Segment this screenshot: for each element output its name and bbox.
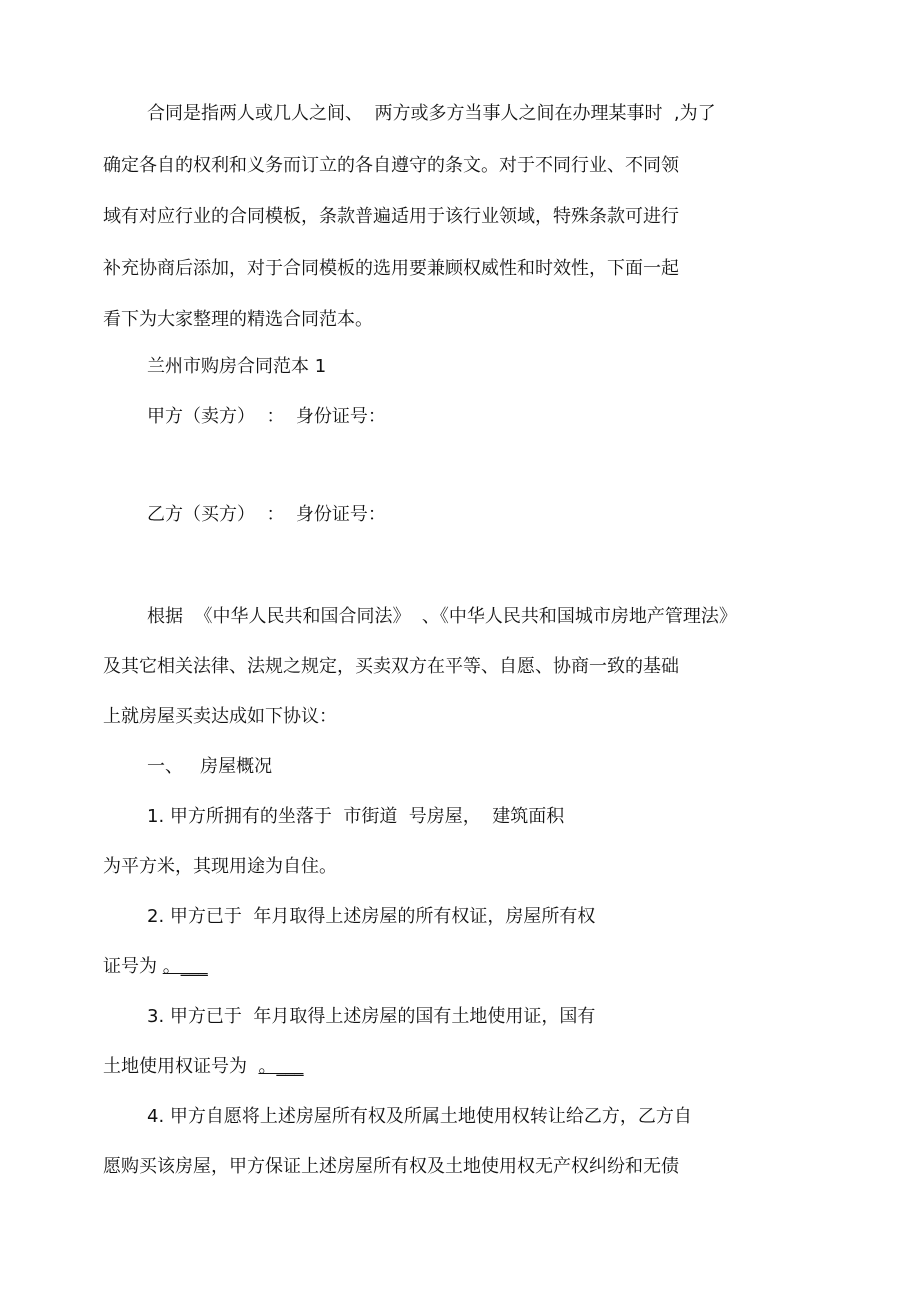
clause-line: 为平方米，其现用途为自住。 [103,856,337,877]
intro-line: 合同是指两人或几人之间、 两方或多方当事人之间在办理某事时 ,为了 [147,103,716,124]
basis-line: 上就房屋买卖达成如下协议： [103,706,337,727]
clause-line: 2. 甲方已于 年月取得上述房屋的所有权证，房屋所有权 [147,906,596,927]
clause-line [103,956,208,978]
clause-line: 1. 甲方所拥有的坐落于 市街道 号房屋， 建筑面积 [147,806,565,827]
basis-line: 及其它相关法律、法规之规定，买卖双方在平等、自愿、协商一致的基础 [103,656,679,677]
contract-title: 兰州市购房合同范本 1 [147,356,327,377]
intro-line: 看下为大家整理的精选合同范本。 [103,309,373,330]
intro-line: 域有对应行业的合同模板，条款普遍适用于该行业领域，特殊条款可进行 [103,206,679,227]
section-heading: 一、 房屋概况 [147,756,273,777]
clause-line: 愿购买该房屋，甲方保证上述房屋所有权及土地使用权无产权纠纷和无债 [103,1156,679,1177]
party-b-line: 乙方（买方） ： 身份证号： [147,504,386,525]
intro-line: 确定各自的权利和义务而订立的各自遵守的条文。对于不同行业、不同领 [103,155,679,176]
clause-text: 证号为 [103,956,163,977]
clause-line: 4. 甲方自愿将上述房屋所有权及所属土地使用权转让给乙方，乙方自 [147,1106,692,1127]
blank-field: 。___ [162,956,208,977]
blank-field: 。___ [258,1056,304,1077]
party-a-line: 甲方（卖方） ： 身份证号： [147,406,386,427]
clause-line [103,1056,303,1078]
clause-text: 土地使用权证号为 [103,1056,259,1077]
basis-line: 根据 《中华人民共和国合同法》 、《中华人民共和国城市房地产管理法》 [147,606,737,627]
clause-line: 3. 甲方已于 年月取得上述房屋的国有土地使用证，国有 [147,1006,596,1027]
intro-line: 补充协商后添加，对于合同模板的选用要兼顾权威性和时效性，下面一起 [103,258,679,279]
